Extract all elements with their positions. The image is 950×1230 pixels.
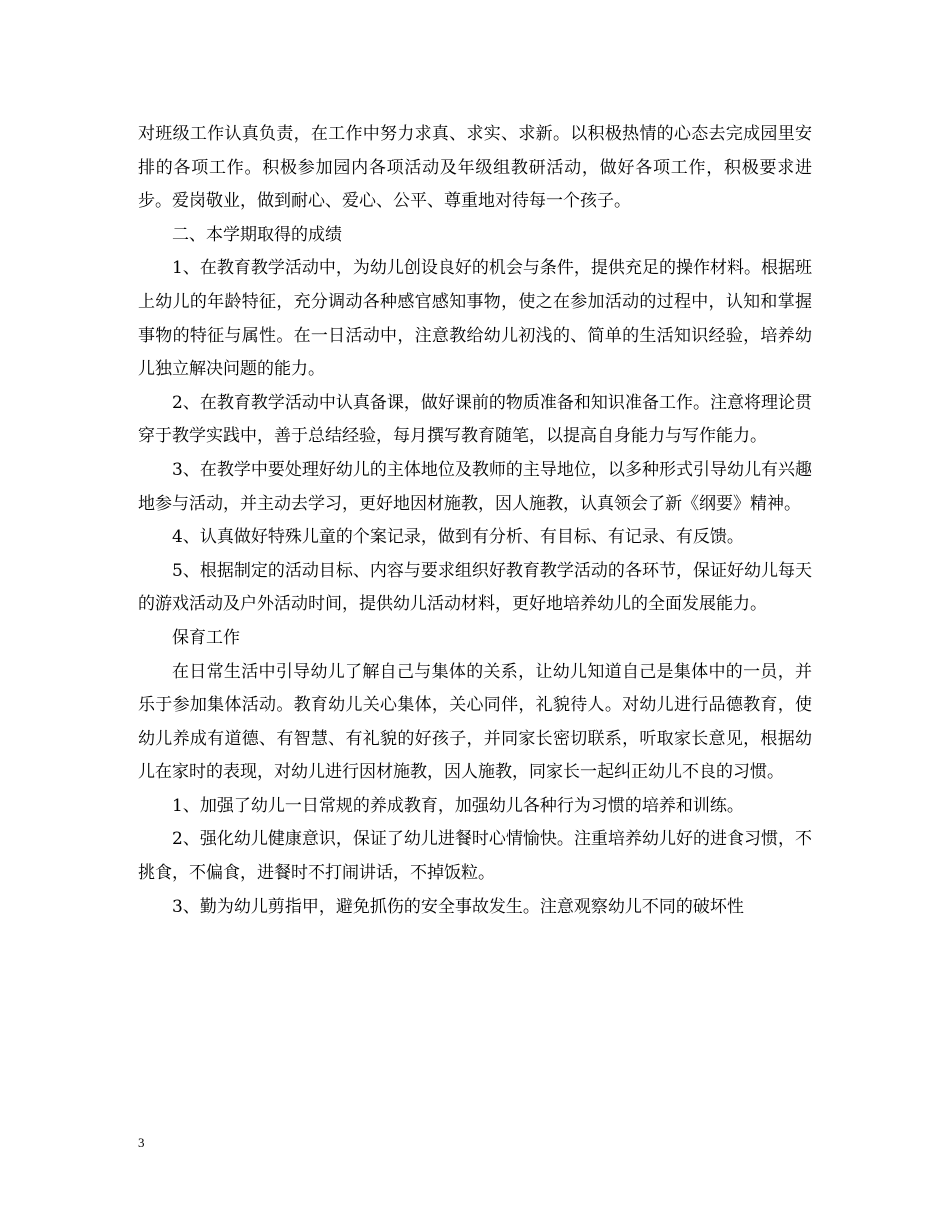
paragraph: 3、在教学中要处理好幼儿的主体地位及教师的主导地位，以多种形式引导幼儿有兴趣地参与活动，并主动去学习，更好地因材施教，因人施教，认真领会了新《纲要》精神。 [138, 459, 812, 514]
body-text [138, 118, 812, 924]
paragraph: 在日常生活中引导幼儿了解自己与集体的关系，让幼儿知道自己是集体中的一员，并乐于参加集体活动。教育幼儿关心集体，关心同伴，礼貌待人。对幼儿进行品德教育，使幼儿养成有道德、有智慧、有礼貌的好孩子，并同家长密切联系，听取家长意见，根据幼儿在家时的表现，对幼儿进行因材施教，因人施教，同家长一起纠正幼儿不良的习惯。 [138, 661, 812, 783]
section-heading: 二、本学期取得的成绩 [172, 224, 342, 245]
paragraph: 对班级工作认真负责，在工作中努力求真、求实、求新。以积极热情的心态去完成园里安排的各项工作。积极参加园内各项活动及年级组教研活动，做好各项工作，积极要求进步。爱岗敬业，做到耐心、爱心、公平、尊重地对待每一个孩子。 [138, 124, 812, 212]
paragraph: 2、在教育教学活动中认真备课，做好课前的物质准备和知识准备工作。注意将理论贯穿于教学实践中，善于总结经验，每月撰写教育随笔，以提高自身能力与写作能力。 [138, 392, 812, 447]
paragraph: 4、认真做好特殊儿童的个案记录，做到有分析、有目标、有记录、有反馈。 [172, 527, 744, 548]
paragraph: 5、根据制定的活动目标、内容与要求组织好教育教学活动的各环节，保证好幼儿每天的游戏活动及户外活动时间，提供幼儿活动材料，更好地培养幼儿的全面发展能力。 [138, 560, 812, 615]
section-heading: 保育工作 [172, 627, 240, 648]
paragraph: 3、勤为幼儿剪指甲，避免抓伤的安全事故发生。注意观察幼儿不同的破坏性 [172, 896, 744, 917]
paragraph: 2、强化幼儿健康意识，保证了幼儿进餐时心情愉快。注重培养幼儿好的进食习惯，不挑食，不偏食，进餐时不打闹讲话，不掉饭粒。 [138, 829, 812, 884]
paragraph: 1、在教育教学活动中，为幼儿创设良好的机会与条件，提供充足的操作材料。根据班上幼儿的年龄特征，充分调动各种感官感知事物，使之在参加活动的过程中，认知和掌握事物的特征与属性。在一日活动中，注意教给幼儿初浅的、简单的生活知识经验，培养幼儿独立解决问题的能力。 [138, 258, 812, 380]
page-number: 3 [138, 1135, 145, 1150]
paragraph: 1、加强了幼儿一日常规的养成教育，加强幼儿各种行为习惯的培养和训练。 [172, 795, 744, 816]
